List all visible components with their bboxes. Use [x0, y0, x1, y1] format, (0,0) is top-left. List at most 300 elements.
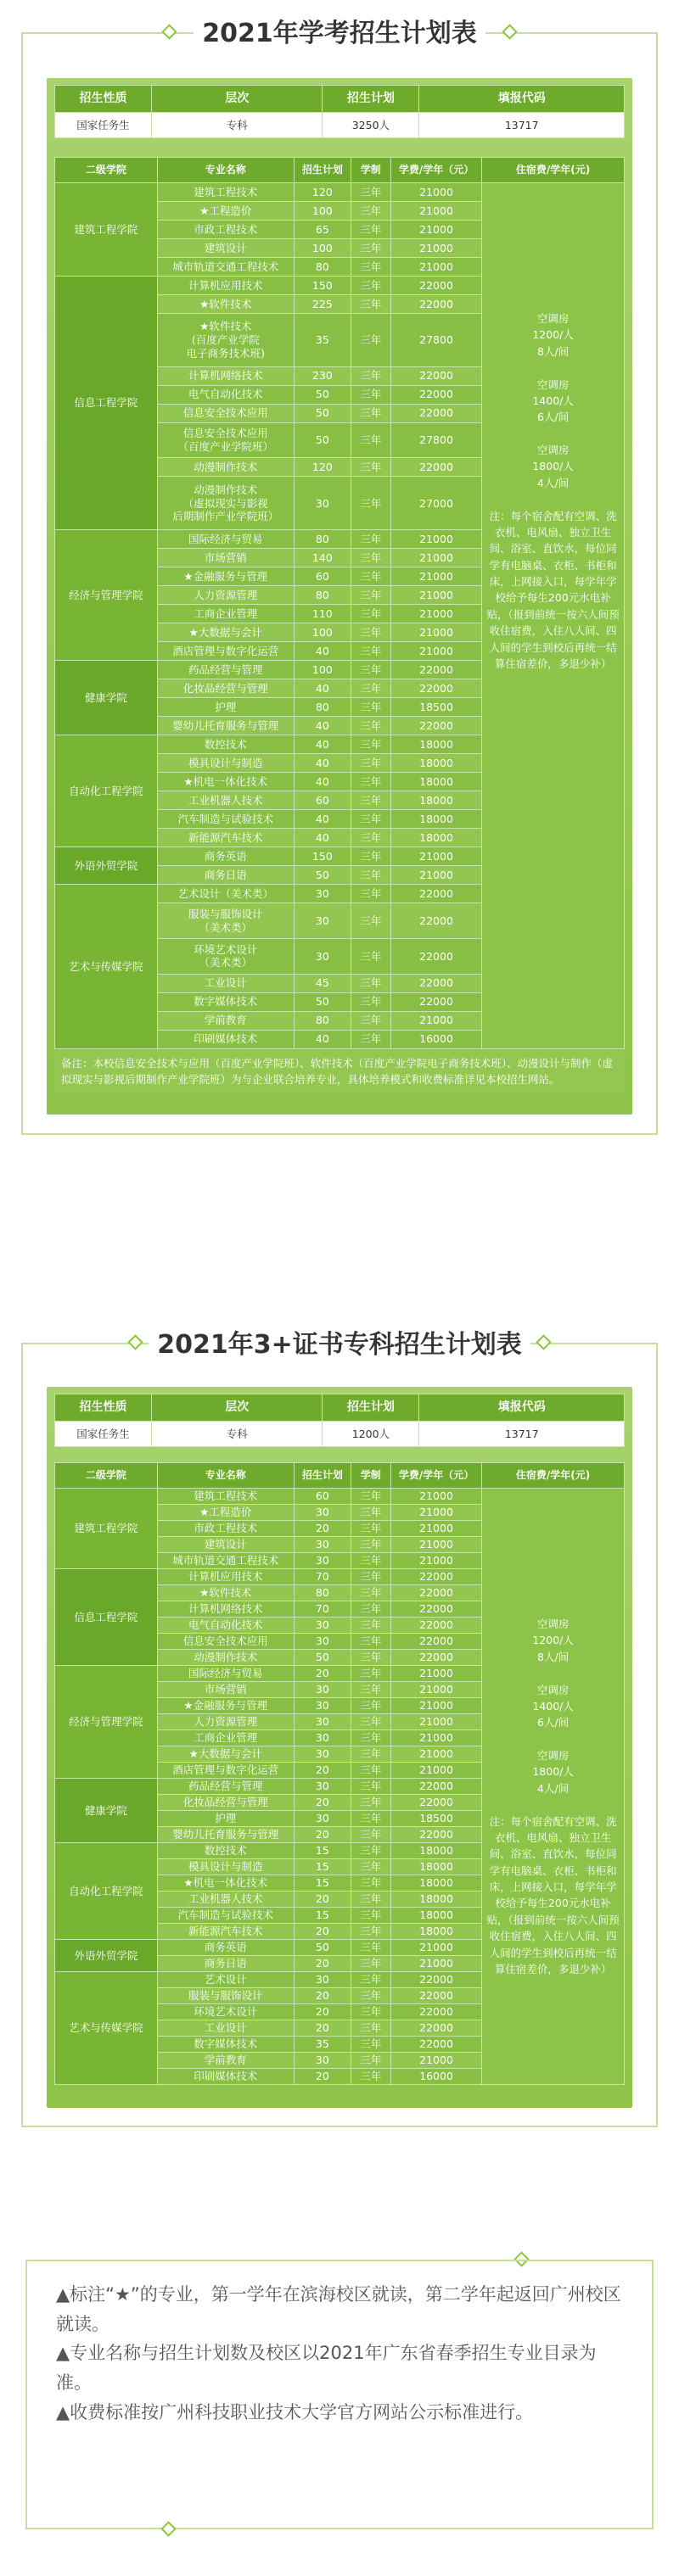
duration: 三年	[351, 1891, 390, 1908]
tuition: 22000	[390, 1650, 481, 1666]
college-name: 健康学院	[55, 661, 158, 735]
plan-count: 30	[294, 1553, 351, 1569]
plan-count: 100	[294, 239, 351, 258]
tuition: 21000	[390, 239, 481, 258]
footer-notes	[25, 2260, 654, 2529]
tuition: 22000	[390, 1988, 481, 2004]
plan-count: 40	[294, 735, 351, 754]
plan-count: 225	[294, 295, 351, 314]
duration: 三年	[351, 385, 390, 404]
major-name: ★机电一体化技术	[157, 1875, 294, 1891]
summary-header: 招生性质	[55, 86, 152, 113]
major-name: 商务英语	[157, 847, 294, 866]
summary-value: 专科	[152, 113, 323, 138]
plan-count: 40	[294, 754, 351, 773]
major-name: 市政工程技术	[157, 221, 294, 239]
duration: 三年	[351, 258, 390, 277]
college-name: 外语外贸学院	[55, 847, 158, 885]
tuition: 21000	[390, 623, 481, 642]
plan-count: 50	[294, 992, 351, 1011]
tuition: 27000	[390, 477, 481, 530]
plan-count: 70	[294, 1601, 351, 1618]
major-name: 服装与服饰设计	[157, 1988, 294, 2004]
duration: 三年	[351, 885, 390, 903]
dorm-fee-info: 空调房 1200/人 8人/间 空调房 1400/人 6人/间 空调房 1800/人 4人/间 注：每个宿舍配有空调、洗衣机、电风扇、独立卫生间、浴室、直饮水，每位同学有电脑桌、衣柜、书柜和床，上网接入口，每学年学校给予每生200元水电补贴，（报到前统一按六人间预收住宿费，入住八人间、四人间的学生到校后再统一结算住宿差价，多退少补）	[482, 1489, 625, 2085]
tuition: 21000	[390, 221, 481, 239]
duration: 三年	[351, 1746, 390, 1763]
major-name: 药品经营与管理	[157, 1779, 294, 1795]
tuition: 21000	[390, 202, 481, 221]
plan-count: 50	[294, 422, 351, 458]
duration: 三年	[351, 1505, 390, 1521]
major-name: 信息安全技术应用 （百度产业学院班）	[157, 422, 294, 458]
duration: 三年	[351, 1569, 390, 1585]
tuition: 18000	[390, 791, 481, 810]
duration: 三年	[351, 1988, 390, 2004]
duration: 三年	[351, 1908, 390, 1924]
header-row	[55, 1463, 625, 1489]
college-name: 外语外贸学院	[55, 1940, 158, 1972]
summary-table-2	[54, 1394, 625, 1447]
tuition: 16000	[390, 1030, 481, 1048]
major-name: 人力资源管理	[157, 586, 294, 605]
table-row	[55, 183, 625, 202]
tuition: 22000	[390, 1601, 481, 1618]
duration: 三年	[351, 1618, 390, 1634]
duration: 三年	[351, 314, 390, 367]
duration: 三年	[351, 1795, 390, 1811]
plan-count: 30	[294, 1972, 351, 1988]
duration: 三年	[351, 698, 390, 717]
plan-count: 30	[294, 1698, 351, 1714]
footer-line: ▲标注“★”的专业，第一学年在滨海校区就读，第二学年起返回广州校区就读。	[56, 2284, 621, 2334]
column-header: 学费/学年（元）	[390, 1463, 481, 1489]
major-name: 化妆品经营与管理	[157, 1795, 294, 1811]
major-name: 药品经营与管理	[157, 661, 294, 679]
tuition: 18000	[390, 810, 481, 829]
major-name: 新能源汽车技术	[157, 829, 294, 847]
summary-header: 层次	[152, 1394, 323, 1422]
tuition: 22000	[390, 1585, 481, 1601]
major-name: 环境艺术设计 （美术类）	[157, 938, 294, 974]
major-name: 工业设计	[157, 2020, 294, 2037]
major-name: 汽车制造与试验技术	[157, 1908, 294, 1924]
plan-count: 30	[294, 938, 351, 974]
duration: 三年	[351, 1714, 390, 1730]
major-name: 建筑设计	[157, 239, 294, 258]
summary-header: 填报代码	[419, 1394, 625, 1422]
tuition: 21000	[390, 258, 481, 277]
tuition: 18000	[390, 1859, 481, 1875]
duration: 三年	[351, 1537, 390, 1553]
college-name: 自动化工程学院	[55, 735, 158, 847]
tuition: 21000	[390, 605, 481, 623]
plan-count: 120	[294, 458, 351, 477]
plan-count: 50	[294, 866, 351, 885]
major-name: 婴幼儿托育服务与管理	[157, 717, 294, 735]
duration: 三年	[351, 1585, 390, 1601]
duration: 三年	[351, 239, 390, 258]
plan-count: 30	[294, 1505, 351, 1521]
major-name: ★大数据与会计	[157, 1746, 294, 1763]
plan-count: 40	[294, 717, 351, 735]
duration: 三年	[351, 974, 390, 992]
duration: 三年	[351, 642, 390, 661]
major-name: ★大数据与会计	[157, 623, 294, 642]
duration: 三年	[351, 530, 390, 549]
major-name: 国际经济与贸易	[157, 1666, 294, 1682]
summary-value: 1200人	[323, 1422, 419, 1447]
duration: 三年	[351, 1634, 390, 1650]
major-name: 动漫制作技术	[157, 458, 294, 477]
column-header: 二级学院	[55, 158, 158, 183]
major-name: 艺术设计（美术类）	[157, 885, 294, 903]
major-name: ★软件技术	[157, 295, 294, 314]
duration: 三年	[351, 1730, 390, 1746]
tuition: 21000	[390, 1521, 481, 1537]
major-name: 计算机应用技术	[157, 1569, 294, 1585]
major-name: 电气自动化技术	[157, 385, 294, 404]
major-name: ★工程造价	[157, 202, 294, 221]
plan-count: 20	[294, 1795, 351, 1811]
duration: 三年	[351, 1601, 390, 1618]
tuition: 21000	[390, 1763, 481, 1779]
tuition: 22000	[390, 885, 481, 903]
duration: 三年	[351, 1030, 390, 1048]
duration: 三年	[351, 1972, 390, 1988]
column-header: 住宿费/学年(元)	[482, 158, 625, 183]
duration: 三年	[351, 717, 390, 735]
tuition: 27800	[390, 422, 481, 458]
duration: 三年	[351, 903, 390, 939]
major-name: 服装与服饰设计 （美术类）	[157, 903, 294, 939]
tuition: 22000	[390, 992, 481, 1011]
major-name: 动漫制作技术	[157, 1650, 294, 1666]
plan-count: 30	[294, 2053, 351, 2069]
duration: 三年	[351, 1763, 390, 1779]
major-name: 计算机应用技术	[157, 277, 294, 295]
tuition: 22000	[390, 974, 481, 992]
column-header: 专业名称	[157, 1463, 294, 1489]
duration: 三年	[351, 1779, 390, 1795]
college-name: 健康学院	[55, 1779, 158, 1843]
plan-count: 30	[294, 1746, 351, 1763]
plan-count: 100	[294, 661, 351, 679]
tuition: 21000	[390, 1746, 481, 1763]
tuition: 22000	[390, 717, 481, 735]
tuition: 22000	[390, 458, 481, 477]
tuition: 18000	[390, 1843, 481, 1859]
duration: 三年	[351, 295, 390, 314]
tuition: 18000	[390, 1924, 481, 1940]
major-name: ★金融服务与管理	[157, 1698, 294, 1714]
tuition: 22000	[390, 295, 481, 314]
tuition: 22000	[390, 1618, 481, 1634]
tuition: 18500	[390, 698, 481, 717]
duration: 三年	[351, 605, 390, 623]
tuition: 18000	[390, 773, 481, 791]
plan-count: 100	[294, 623, 351, 642]
college-name: 建筑工程学院	[55, 183, 158, 277]
major-name: 学前教育	[157, 1011, 294, 1030]
major-name: 计算机网络技术	[157, 366, 294, 385]
duration: 三年	[351, 679, 390, 698]
plan-count: 30	[294, 1779, 351, 1795]
plan-count: 45	[294, 974, 351, 992]
tuition: 21000	[390, 549, 481, 567]
duration: 三年	[351, 754, 390, 773]
major-name: 环境艺术设计	[157, 2004, 294, 2020]
major-name: 城市轨道交通工程技术	[157, 1553, 294, 1569]
college-name: 建筑工程学院	[55, 1489, 158, 1569]
major-name: 工业机器人技术	[157, 1891, 294, 1908]
duration: 三年	[351, 221, 390, 239]
column-header: 学费/学年（元）	[390, 158, 481, 183]
plan-count: 65	[294, 221, 351, 239]
tuition: 21000	[390, 847, 481, 866]
summary-value: 国家任务生	[55, 1422, 152, 1447]
duration: 三年	[351, 1827, 390, 1843]
tuition: 22000	[390, 1827, 481, 1843]
column-header: 专业名称	[157, 158, 294, 183]
major-name: 动漫制作技术 （虚拟现实与影视 后期制作产业学院班）	[157, 477, 294, 530]
major-name: 数字媒体技术	[157, 2037, 294, 2053]
tuition: 22000	[390, 1569, 481, 1585]
plan-count: 230	[294, 366, 351, 385]
tuition: 22000	[390, 385, 481, 404]
summary-header: 招生计划	[323, 1394, 419, 1422]
plan-count: 40	[294, 679, 351, 698]
duration: 三年	[351, 1666, 390, 1682]
duration: 三年	[351, 1650, 390, 1666]
major-name: 电气自动化技术	[157, 1618, 294, 1634]
summary-value: 国家任务生	[55, 113, 152, 138]
major-name: 工业设计	[157, 974, 294, 992]
plan-count: 30	[294, 1682, 351, 1698]
duration: 三年	[351, 202, 390, 221]
plan-count: 15	[294, 1875, 351, 1891]
tuition: 18000	[390, 754, 481, 773]
tuition: 21000	[390, 1489, 481, 1505]
column-header: 招生计划	[294, 158, 351, 183]
tuition: 18000	[390, 735, 481, 754]
section2-panel	[47, 1387, 632, 2108]
plan-count: 30	[294, 1537, 351, 1553]
major-name: 建筑工程技术	[157, 183, 294, 202]
plan-count: 20	[294, 1521, 351, 1537]
plan-count: 30	[294, 1618, 351, 1634]
plan-count: 20	[294, 1666, 351, 1682]
plan-note: 备注：本校信息安全技术与应用（百度产业学院班）、软件技术（百度产业学院电子商务技术班）、动漫设计与制作（虚拟现实与影视后期制作产业学院班）为与企业联合培养专业，具体培养模式和收费标准详见本校招生网站。	[54, 1051, 625, 1093]
major-name: 新能源汽车技术	[157, 1924, 294, 1940]
duration: 三年	[351, 366, 390, 385]
plan-count: 100	[294, 202, 351, 221]
plan-count: 20	[294, 1924, 351, 1940]
column-header: 二级学院	[55, 1463, 158, 1489]
plan-count: 20	[294, 2069, 351, 2085]
duration: 三年	[351, 2037, 390, 2053]
duration: 三年	[351, 773, 390, 791]
section1-panel	[47, 78, 632, 1115]
plan-count: 20	[294, 1956, 351, 1972]
plan-count: 80	[294, 1011, 351, 1030]
major-name: 国际经济与贸易	[157, 530, 294, 549]
plan-count: 50	[294, 1650, 351, 1666]
tuition: 21000	[390, 1956, 481, 1972]
major-name: 模具设计与制造	[157, 1859, 294, 1875]
plan-count: 80	[294, 698, 351, 717]
major-name: 护理	[157, 1811, 294, 1827]
major-name: 市场营销	[157, 1682, 294, 1698]
tuition: 21000	[390, 1940, 481, 1956]
plan-table-1	[54, 157, 625, 1049]
summary-value: 专科	[152, 1422, 323, 1447]
college-name: 经济与管理学院	[55, 530, 158, 661]
plan-count: 35	[294, 2037, 351, 2053]
major-name: 酒店管理与数字化运营	[157, 642, 294, 661]
major-name: 数控技术	[157, 735, 294, 754]
column-header: 住宿费/学年(元)	[482, 1463, 625, 1489]
major-name: 工业机器人技术	[157, 791, 294, 810]
plan-count: 30	[294, 903, 351, 939]
duration: 三年	[351, 1682, 390, 1698]
tuition: 21000	[390, 1011, 481, 1030]
duration: 三年	[351, 1811, 390, 1827]
major-name: 信息安全技术应用	[157, 1634, 294, 1650]
summary-header: 填报代码	[419, 86, 625, 113]
plan-count: 15	[294, 1908, 351, 1924]
plan-count: 150	[294, 277, 351, 295]
duration: 三年	[351, 277, 390, 295]
major-name: ★软件技术	[157, 1585, 294, 1601]
tuition: 21000	[390, 183, 481, 202]
major-name: 数控技术	[157, 1843, 294, 1859]
plan-count: 50	[294, 385, 351, 404]
major-name: 市场营销	[157, 549, 294, 567]
plan-count: 15	[294, 1843, 351, 1859]
major-name: 婴幼儿托育服务与管理	[157, 1827, 294, 1843]
major-name: 商务日语	[157, 1956, 294, 1972]
tuition: 21000	[390, 866, 481, 885]
summary-value: 3250人	[323, 113, 419, 138]
major-name: 工商企业管理	[157, 1730, 294, 1746]
tuition: 21000	[390, 1698, 481, 1714]
plan-table-2	[54, 1462, 625, 2085]
major-name: 工商企业管理	[157, 605, 294, 623]
plan-count: 70	[294, 1569, 351, 1585]
footer-line: ▲专业名称与招生计划数及校区以2021年广东省春季招生专业目录为准。	[56, 2343, 597, 2393]
duration: 三年	[351, 847, 390, 866]
tuition: 22000	[390, 903, 481, 939]
duration: 三年	[351, 567, 390, 586]
tuition: 21000	[390, 586, 481, 605]
tuition: 22000	[390, 404, 481, 422]
plan-count: 30	[294, 1811, 351, 1827]
college-name: 艺术与传媒学院	[55, 1972, 158, 2085]
duration: 三年	[351, 791, 390, 810]
plan-count: 40	[294, 773, 351, 791]
tuition: 27800	[390, 314, 481, 367]
major-name: ★机电一体化技术	[157, 773, 294, 791]
duration: 三年	[351, 2020, 390, 2037]
tuition: 21000	[390, 642, 481, 661]
plan-count: 35	[294, 314, 351, 367]
major-name: 学前教育	[157, 2053, 294, 2069]
tuition: 21000	[390, 1505, 481, 1521]
duration: 三年	[351, 2004, 390, 2020]
plan-count: 50	[294, 404, 351, 422]
plan-count: 20	[294, 2020, 351, 2037]
duration: 三年	[351, 1843, 390, 1859]
duration: 三年	[351, 1698, 390, 1714]
tuition: 18000	[390, 1908, 481, 1924]
plan-count: 20	[294, 1891, 351, 1908]
tuition: 22000	[390, 938, 481, 974]
major-name: ★金融服务与管理	[157, 567, 294, 586]
tuition: 18000	[390, 1891, 481, 1908]
major-name: 汽车制造与试验技术	[157, 810, 294, 829]
major-name: ★工程造价	[157, 1505, 294, 1521]
tuition: 21000	[390, 1714, 481, 1730]
major-name: 商务英语	[157, 1940, 294, 1956]
duration: 三年	[351, 1924, 390, 1940]
college-name: 艺术与传媒学院	[55, 885, 158, 1049]
footer-line: ▲收费标准按广州科技职业技术大学官方网站公示标准进行。	[56, 2401, 534, 2422]
plan-count: 15	[294, 1859, 351, 1875]
plan-count: 110	[294, 605, 351, 623]
table-row	[55, 1489, 625, 1505]
dorm-fee-info: 空调房 1200/人 8人/间 空调房 1400/人 6人/间 空调房 1800/人 4人/间 注：每个宿舍配有空调、洗衣机、电风扇、独立卫生间、浴室、直饮水，每位同学有电脑桌、衣柜、书柜和床，上网接入口，每学年学校给予每生200元水电补贴，（报到前统一按六人间预收住宿费，入住八人间、四人间的学生到校后再统一结算住宿差价，多退少补）	[482, 183, 625, 1049]
plan-count: 30	[294, 1634, 351, 1650]
tuition: 22000	[390, 1972, 481, 1988]
major-name: 护理	[157, 698, 294, 717]
summary-value: 13717	[419, 1422, 625, 1447]
major-name: 印刷媒体技术	[157, 1030, 294, 1048]
duration: 三年	[351, 829, 390, 847]
major-name: 建筑设计	[157, 1537, 294, 1553]
major-name: 艺术设计	[157, 1972, 294, 1988]
duration: 三年	[351, 2069, 390, 2085]
major-name: 建筑工程技术	[157, 1489, 294, 1505]
plan-count: 30	[294, 477, 351, 530]
plan-count: 40	[294, 1030, 351, 1048]
tuition: 21000	[390, 530, 481, 549]
major-name: 城市轨道交通工程技术	[157, 258, 294, 277]
tuition: 22000	[390, 1779, 481, 1795]
plan-count: 80	[294, 586, 351, 605]
plan-count: 60	[294, 1489, 351, 1505]
plan-count: 20	[294, 1988, 351, 2004]
plan-count: 30	[294, 1714, 351, 1730]
plan-count: 60	[294, 791, 351, 810]
section2-title: 2021年3+证书专科招生计划表	[0, 1323, 679, 1361]
tuition: 18500	[390, 1811, 481, 1827]
column-header: 学制	[351, 1463, 390, 1489]
tuition: 22000	[390, 277, 481, 295]
duration: 三年	[351, 422, 390, 458]
major-name: 商务日语	[157, 866, 294, 885]
major-name: 酒店管理与数字化运营	[157, 1763, 294, 1779]
duration: 三年	[351, 458, 390, 477]
section1-title: 2021年学考招生计划表	[0, 12, 679, 49]
tuition: 22000	[390, 366, 481, 385]
summary-value: 13717	[419, 113, 625, 138]
duration: 三年	[351, 992, 390, 1011]
duration: 三年	[351, 404, 390, 422]
column-header: 招生计划	[294, 1463, 351, 1489]
tuition: 18000	[390, 829, 481, 847]
plan-count: 60	[294, 567, 351, 586]
